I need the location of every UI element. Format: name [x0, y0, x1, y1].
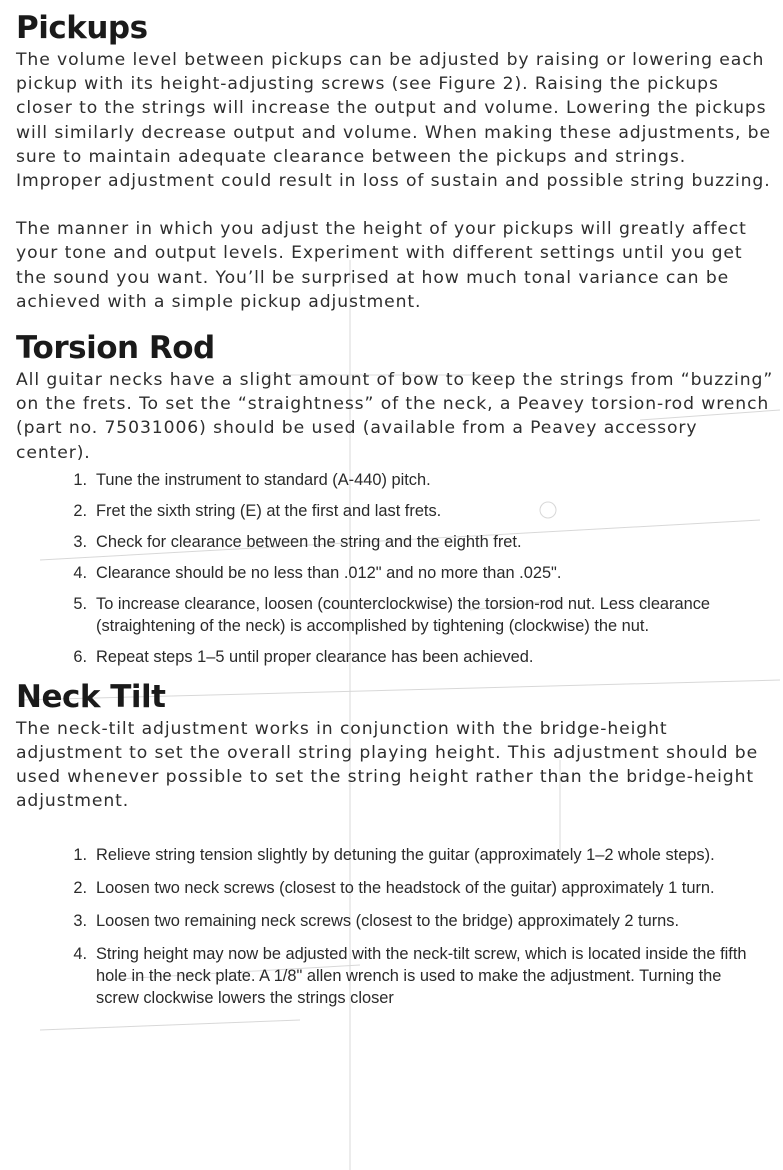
step-text: Loosen two remaining neck screws (closest to the bridge) approximately 2 turns.: [96, 911, 680, 930]
step-number: 6.: [73, 647, 87, 666]
neck-tilt-intro: The neck-tilt adjustment works in conjunction with the bridge-height adjustment to set the overall string playing height. This adjustment should be used whenever possible to set the string height rather than the bridge-height adjustment.: [16, 718, 759, 812]
pickups-heading: Pickups: [16, 10, 148, 46]
neck-tilt-section: [16, 677, 783, 1009]
step-number: 5.: [73, 594, 87, 613]
list-item: [16, 943, 783, 1009]
torsion-rod-steps: [16, 469, 783, 668]
list-item: [16, 531, 783, 553]
step-text: Tune the instrument to standard (A-440) pitch.: [96, 470, 431, 489]
list-item: [16, 469, 783, 491]
torsion-rod-section: [16, 328, 783, 668]
step-number: 1.: [73, 845, 87, 864]
step-number: 2.: [73, 501, 87, 520]
step-number: 1.: [73, 470, 87, 489]
pickups-paragraph-2: The manner in which you adjust the height of your pickups will greatly affect your tone and output levels. Experiment with different settings until you get the sound you want. You’ll be surprised at how much tonal variance can be achieved with a simple pickup adjustment.: [16, 219, 747, 312]
list-item: [16, 910, 783, 932]
step-number: 2.: [73, 878, 87, 897]
step-text: Loosen two neck screws (closest to the headstock of the guitar) approximately 1 turn.: [96, 878, 715, 897]
step-text: String height may now be adjusted with the neck-tilt screw, which is located inside the fifth hole in the neck plate. A 1/8" allen wrench is used to make the adjustment. Turning the screw clockwise lowers the strings closer: [96, 944, 747, 1007]
step-number: 3.: [73, 532, 87, 551]
step-number: 4.: [73, 563, 87, 582]
step-text: Check for clearance between the string and the eighth fret.: [96, 532, 522, 551]
step-text: Repeat steps 1–5 until proper clearance has been achieved.: [96, 647, 534, 666]
torsion-rod-intro: All guitar necks have a slight amount of bow to keep the strings from “buzzing” on the frets. To set the “straightness” of the neck, a Peavey torsion-rod wrench (part no. 75031006) should be used (available from a Peavey accessory center).: [16, 370, 774, 463]
list-item: [16, 500, 783, 522]
neck-tilt-heading: Neck Tilt: [16, 678, 166, 715]
step-text: To increase clearance, loosen (counterclockwise) the torsion-rod nut. Less clearance (straightening of the neck) is accomplished by tightening (clockwise) the nut.: [96, 594, 711, 635]
step-text: Clearance should be no less than .012" and no more than .025".: [96, 563, 562, 582]
list-item: [16, 844, 783, 866]
pickups-section: [16, 0, 783, 314]
step-text: Relieve string tension slightly by detuning the guitar (approximately 1–2 whole steps).: [96, 845, 715, 864]
list-item: [16, 593, 783, 637]
neck-tilt-steps: [16, 844, 783, 1009]
step-number: 3.: [73, 911, 87, 930]
list-item: [16, 562, 783, 584]
list-item: [16, 877, 783, 899]
step-number: 4.: [73, 944, 87, 963]
torsion-rod-heading: Torsion Rod: [16, 330, 215, 367]
list-item: [16, 646, 783, 668]
pickups-paragraph-1: The volume level between pickups can be adjusted by raising or lowering each pickup with its height-adjusting screws (see Figure 2). Raising the pickups closer to the strings will increase the output and volume. Lowering the pickups will similarly decrease output and volume. When making these adjustments, be sure to maintain adequate clearance between the pickups and strings. Improper adjustment could result in loss of sustain and possible string buzzing.: [16, 50, 771, 192]
step-text: Fret the sixth string (E) at the first and last frets.: [96, 501, 442, 520]
